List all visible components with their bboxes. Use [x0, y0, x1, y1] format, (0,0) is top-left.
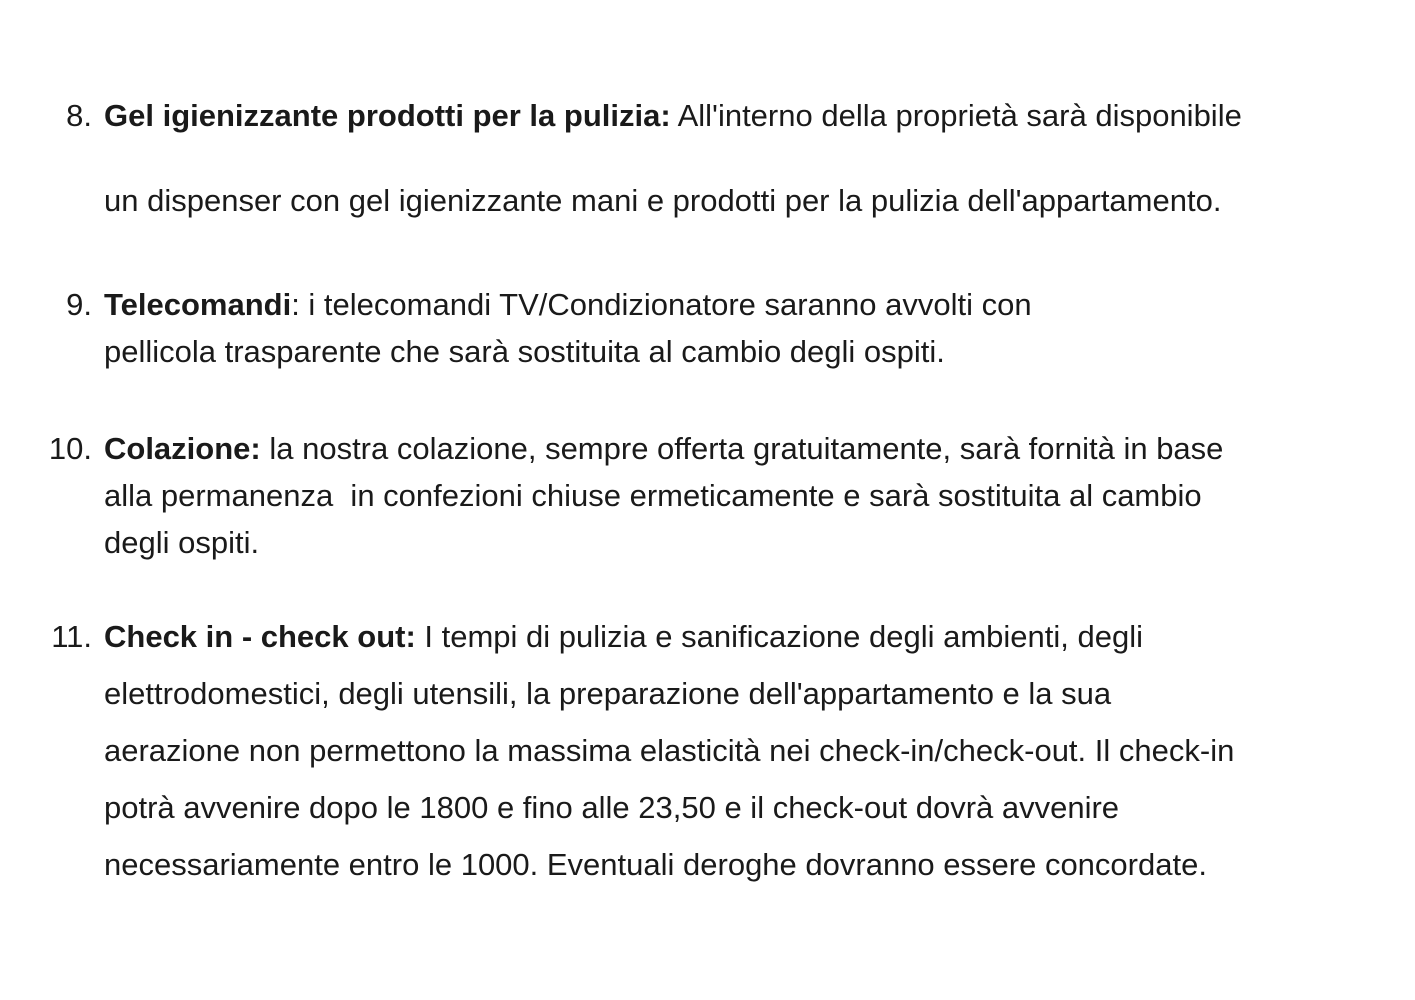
item-first-line	[104, 431, 1223, 467]
list-number: 8.	[66, 98, 92, 133]
item-heading: Check in - check out:	[104, 619, 416, 654]
item-heading: Gel igienizzante prodotti per la pulizia:	[104, 98, 671, 133]
list-number: 9.	[66, 287, 92, 322]
item-text: necessariamente entro le 1000. Eventuali deroghe dovranno essere concordate.	[104, 847, 1207, 882]
item-text: alla permanenza in confezioni chiuse ermeticamente e sarà sostituita al cambio	[104, 478, 1202, 513]
item-text: degli ospiti.	[104, 525, 260, 560]
item-first-line	[104, 287, 1032, 323]
item-text: un dispenser con gel igienizzante mani e prodotti per la pulizia dell'appartamento.	[104, 183, 1222, 218]
item-text: pellicola trasparente che sarà sostituita al cambio degli ospiti.	[104, 334, 945, 369]
item-text: : i telecomandi TV/Condizionatore saranno avvolti con	[291, 287, 1032, 322]
item-heading: Telecomandi	[104, 287, 292, 322]
list-number: 11.	[51, 619, 92, 654]
item-text: elettrodomestici, degli utensili, la preparazione dell'appartamento e la sua	[104, 676, 1112, 711]
item-first-line	[104, 619, 1143, 655]
item-text: All'interno della proprietà sarà disponibile	[670, 98, 1242, 133]
item-text: potrà avvenire dopo le 1800 e fino alle 23,50 e il check-out dovrà avvenire	[104, 790, 1120, 825]
list-number: 10.	[48, 431, 92, 466]
item-first-line	[104, 98, 1242, 134]
item-text: la nostra colazione, sempre offerta gratuitamente, sarà fornità in base	[260, 431, 1224, 466]
item-heading: Colazione:	[104, 431, 261, 466]
item-text: aerazione non permettono la massima elasticità nei check-in/check-out. Il check-in	[104, 733, 1235, 768]
item-text: I tempi di pulizia e sanificazione degli ambienti, degli	[415, 619, 1143, 654]
